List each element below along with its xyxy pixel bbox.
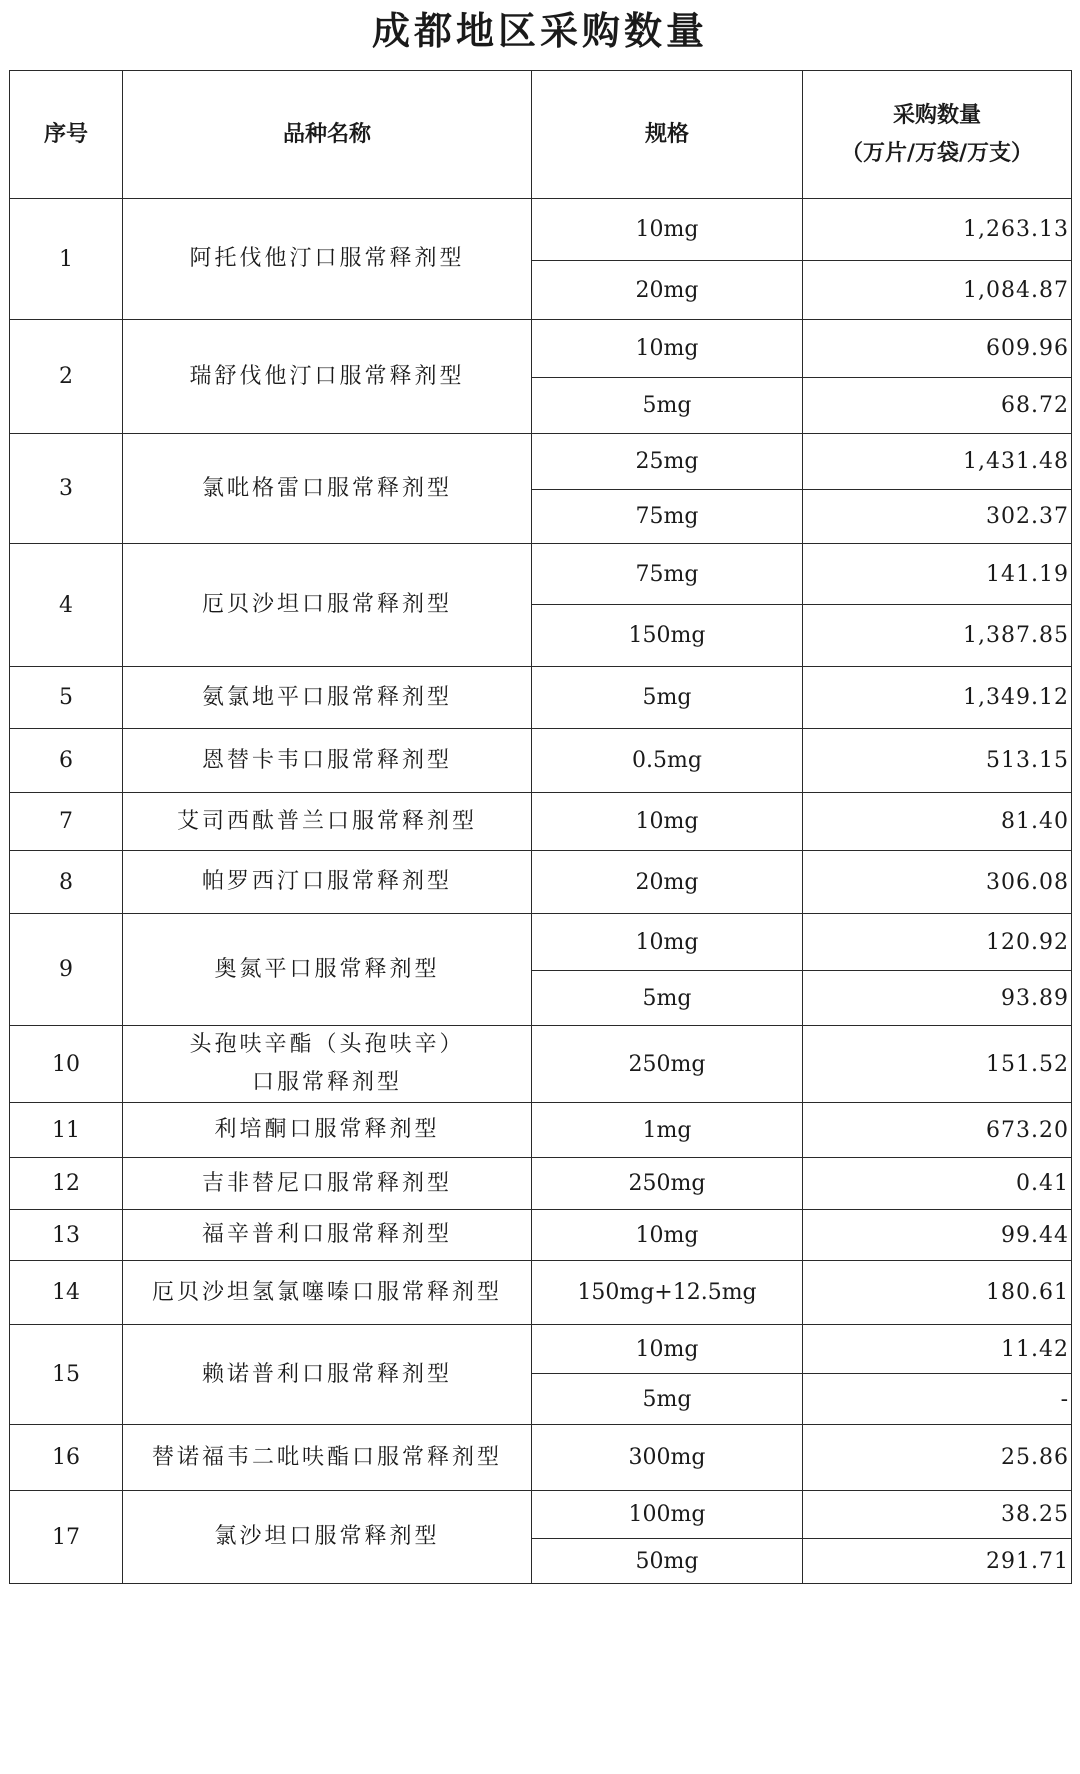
cell-name: [123, 1158, 532, 1210]
cell-spec: 75mg: [532, 544, 803, 605]
cell-spec: 20mg: [532, 851, 803, 914]
cell-name: [123, 729, 532, 793]
cell-spec: 250mg: [532, 1026, 803, 1103]
cell-name: [123, 1425, 532, 1491]
cell-qty: 93.89: [803, 971, 1072, 1026]
cell-spec: 10mg: [532, 1210, 803, 1261]
cell-spec: 150mg: [532, 605, 803, 667]
cell-name: [123, 1210, 532, 1261]
cell-name-text: 厄贝沙坦氢氯噻嗪口服常释剂型: [151, 1279, 502, 1305]
cell-name-text: 艾司西酞普兰口服常释剂型: [176, 808, 477, 834]
cell-qty: -: [803, 1374, 1072, 1425]
cell-name: [123, 914, 532, 1026]
cell-index: 6: [10, 729, 123, 793]
cell-qty: 291.71: [803, 1539, 1072, 1584]
cell-qty: 151.52: [803, 1026, 1072, 1103]
cell-name-text: 瑞舒伐他汀口服常释剂型: [189, 363, 465, 389]
header-qty-line2: （万片/万袋/万支）: [840, 140, 1034, 166]
cell-qty: 1,349.12: [803, 667, 1072, 729]
cell-qty: 609.96: [803, 320, 1072, 378]
cell-name-text: 赖诺普利口服常释剂型: [201, 1361, 452, 1387]
table-row: [10, 667, 1072, 729]
cell-index: 17: [10, 1491, 123, 1584]
cell-name: [123, 1103, 532, 1158]
table-row: [10, 914, 1072, 971]
table-row: [10, 1158, 1072, 1210]
cell-index: 11: [10, 1103, 123, 1158]
header-spec: 规格: [532, 71, 803, 199]
cell-name: [123, 199, 532, 320]
cell-name-text: 氯沙坦口服常释剂型: [214, 1524, 440, 1549]
cell-name: [123, 793, 532, 851]
cell-spec: 10mg: [532, 1325, 803, 1374]
cell-name-text: 奥氮平口服常释剂型: [214, 956, 440, 982]
cell-spec: 10mg: [532, 914, 803, 971]
header-qty: [803, 71, 1072, 199]
cell-qty: 1,084.87: [803, 261, 1072, 320]
cell-index: 8: [10, 851, 123, 914]
cell-qty: 306.08: [803, 851, 1072, 914]
cell-index: 4: [10, 544, 123, 667]
cell-qty: 141.19: [803, 544, 1072, 605]
cell-name-text: 替诺福韦二吡呋酯口服常释剂型: [151, 1444, 502, 1470]
table-row: [10, 1425, 1072, 1491]
cell-index: 15: [10, 1325, 123, 1425]
table-body: [10, 199, 1072, 1584]
header-qty-line1: 采购数量: [892, 102, 981, 128]
cell-index: 7: [10, 793, 123, 851]
procurement-table: [9, 70, 1072, 1584]
cell-name-text: 阿托伐他汀口服常释剂型: [189, 246, 465, 271]
table-row: [10, 434, 1072, 490]
cell-name-text: 恩替卡韦口服常释剂型: [201, 747, 452, 773]
table-row: [10, 320, 1072, 378]
table-row: [10, 1026, 1072, 1103]
cell-index: 3: [10, 434, 123, 544]
cell-qty: 1,431.48: [803, 434, 1072, 490]
table-row: [10, 1261, 1072, 1325]
cell-spec: 5mg: [532, 1374, 803, 1425]
cell-name: [123, 320, 532, 434]
cell-qty: 1,387.85: [803, 605, 1072, 667]
cell-index: 12: [10, 1158, 123, 1210]
cell-spec: 5mg: [532, 667, 803, 729]
cell-qty: 38.25: [803, 1491, 1072, 1539]
page-title: 成都地区采购数量: [371, 9, 708, 53]
header-index: 序号: [10, 71, 123, 199]
table-row: [10, 1491, 1072, 1539]
cell-name-text: 福辛普利口服常释剂型: [201, 1222, 452, 1247]
cell-name-text: 氨氯地平口服常释剂型: [201, 684, 452, 710]
cell-spec: 10mg: [532, 793, 803, 851]
cell-name-text: 利培酮口服常释剂型: [214, 1117, 440, 1142]
cell-name: [123, 544, 532, 667]
cell-qty: 81.40: [803, 793, 1072, 851]
cell-spec: 150mg+12.5mg: [532, 1261, 803, 1325]
cell-spec: 300mg: [532, 1425, 803, 1491]
cell-name: [123, 851, 532, 914]
cell-qty: 25.86: [803, 1425, 1072, 1491]
cell-spec: 50mg: [532, 1539, 803, 1584]
cell-name-text: 吉非替尼口服常释剂型: [201, 1170, 452, 1196]
cell-name-text: 厄贝沙坦口服常释剂型: [201, 592, 452, 617]
cell-qty: 180.61: [803, 1261, 1072, 1325]
table-row: [10, 199, 1072, 261]
cell-spec: 0.5mg: [532, 729, 803, 793]
table-row: [10, 1325, 1072, 1374]
table-header-row: [10, 71, 1072, 199]
cell-index: 14: [10, 1261, 123, 1325]
cell-name: [123, 1261, 532, 1325]
cell-spec: 5mg: [532, 971, 803, 1026]
table-row: [10, 729, 1072, 793]
cell-spec: 100mg: [532, 1491, 803, 1539]
cell-spec: 250mg: [532, 1158, 803, 1210]
cell-index: 1: [10, 199, 123, 320]
table-row: [10, 544, 1072, 605]
cell-qty: 11.42: [803, 1325, 1072, 1374]
cell-index: 9: [10, 914, 123, 1026]
cell-name-text: 氯吡格雷口服常释剂型: [201, 475, 452, 501]
cell-spec: 75mg: [532, 490, 803, 544]
cell-spec: 25mg: [532, 434, 803, 490]
table-row: [10, 1103, 1072, 1158]
cell-name: [123, 1325, 532, 1425]
cell-name-text: 头孢呋辛酯（头孢呋辛）: [189, 1032, 465, 1057]
cell-name: [123, 667, 532, 729]
cell-qty: 1,263.13: [803, 199, 1072, 261]
cell-index: 16: [10, 1425, 123, 1491]
cell-qty: 673.20: [803, 1103, 1072, 1158]
cell-index: 5: [10, 667, 123, 729]
cell-qty: 0.41: [803, 1158, 1072, 1210]
cell-index: 13: [10, 1210, 123, 1261]
cell-spec: 20mg: [532, 261, 803, 320]
cell-qty: 68.72: [803, 378, 1072, 434]
cell-name-text-line2: 口服常释剂型: [251, 1070, 402, 1095]
cell-index: 10: [10, 1026, 123, 1103]
cell-spec: 5mg: [532, 378, 803, 434]
cell-qty: 302.37: [803, 490, 1072, 544]
cell-name: [123, 1026, 532, 1103]
cell-spec: 10mg: [532, 199, 803, 261]
cell-name-text: 帕罗西汀口服常释剂型: [201, 869, 452, 894]
cell-index: 2: [10, 320, 123, 434]
table-row: [10, 1210, 1072, 1261]
cell-spec: 10mg: [532, 320, 803, 378]
cell-qty: 120.92: [803, 914, 1072, 971]
cell-name: [123, 1491, 532, 1584]
cell-spec: 1mg: [532, 1103, 803, 1158]
header-name: 品种名称: [123, 71, 532, 199]
cell-name: [123, 434, 532, 544]
cell-qty: 513.15: [803, 729, 1072, 793]
cell-qty: 99.44: [803, 1210, 1072, 1261]
table-row: [10, 793, 1072, 851]
table-row: [10, 851, 1072, 914]
